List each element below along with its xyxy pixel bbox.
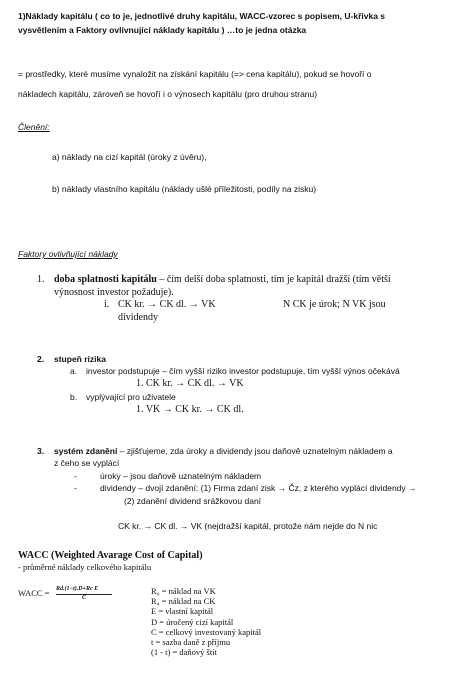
- definition-line1: = prostředky, které musíme vynaložit na získání kapitálu (=> cena kapitálu), pokud se hovoří o: [18, 69, 372, 79]
- factor2-b-order: 1. VK → CK kr. → CK dl.: [136, 404, 244, 415]
- factor2-a-label: a.: [70, 366, 78, 376]
- factor3-number: 3.: [37, 446, 45, 456]
- definition-line2: nákladech kapitálu, zároveň se hovoří i o výnosech kapitálu (pro druhou stranu): [18, 89, 318, 99]
- factor1-line1: [54, 274, 391, 285]
- legend-item: R₄ = náklad na CK: [151, 596, 216, 607]
- factor3-line2: z čeho se vyplácí: [54, 458, 120, 468]
- legend-item: (1 - t) = daňový štít: [151, 647, 217, 658]
- wacc-formula-lhs: WACC =: [18, 588, 50, 598]
- legend-item: C = celkový investovaný kapitál: [151, 626, 262, 637]
- cleneni-title: Členění:: [18, 122, 50, 132]
- factor3-dividends: dividendy – dvojí zdanění: (1) Firma zdaní zisk → Čz, z kterého vyplácí dividendy →: [100, 483, 417, 493]
- legend-item: t = sazba daně z příjmu: [151, 637, 231, 648]
- question-heading-line2: vysvětlením a Faktory ovlivnující náklady kapitálu ) …to je jedna otázka: [18, 25, 307, 35]
- factor1-number: 1.: [37, 274, 45, 285]
- factor3-title: systém zdanění: [54, 446, 118, 456]
- legend-item: E = vlastní kapitál: [151, 606, 214, 617]
- legend-item: R₀ = náklad na VK: [151, 586, 216, 596]
- wacc-denominator: C: [82, 595, 87, 601]
- factor3-line1: [54, 446, 393, 456]
- factor1-note: N CK je úrok; N VK jsou: [283, 299, 386, 310]
- factor3-dividends-line2: (2) zdanění dividend srážkovou daní: [124, 496, 262, 506]
- cleneni-item-b: b) náklady vlastního kapitálu (náklady ušlé příležitosti, podíly na zisku): [52, 184, 317, 194]
- wacc-title: WACC (Weighted Avarage Cost of Capital): [18, 550, 203, 561]
- wacc-numerator: Rd.(1−t).D+Rc E: [56, 586, 99, 592]
- factor1-order: CK kr. → CK dl. → VK: [118, 299, 216, 310]
- factor1-note-line2: dividendy: [118, 312, 158, 323]
- factor1-line2: výnosnost investor požaduje).: [54, 287, 174, 298]
- wacc-legend: [151, 586, 261, 657]
- factor2-b-label: b.: [70, 392, 78, 402]
- cleneni-item-a: a) náklady na cizí kapitál (úroky z úvěru),: [52, 152, 207, 162]
- factor2-title: stupeň rizika: [54, 354, 106, 364]
- question-heading-line1: 1)Náklady kapitálu ( co to je, jednotlivé druhy kapitálu, WACC-vzorec s popisem, U-křivka s: [18, 11, 386, 21]
- legend-item: D = úročený cizí kapitál: [151, 616, 234, 627]
- factor2-a-order: 1. CK kr. → CK dl. → VK: [136, 378, 244, 389]
- factor3-summary: CK kr. → CK dl. → VK (nejdražší kapitál, protože nám nejde do N nic: [118, 521, 378, 531]
- factor3-description: – zjišťujeme, zda úroky a dividendy jsou daňově uznatelným nákladem a: [117, 446, 393, 456]
- factor2-number: 2.: [37, 354, 45, 364]
- factor3-dash1: -: [74, 471, 77, 481]
- factor2-b-text: vyplývající pro uživatele: [86, 392, 176, 402]
- factor1-description: – čím delší doba splatnosti, tím je kapitál dražší (tím větší: [156, 274, 391, 285]
- faktory-title: Faktory ovlivňující náklady: [18, 249, 118, 259]
- factor2-a-text: investor podstupuje – čím vyšší riziko investor podstupuje, tím vyšší výnos očekává: [86, 366, 400, 376]
- factor1-title: doba splatnosti kapitálu: [54, 274, 157, 285]
- wacc-subtitle: - průměrné náklady celkového kapitálu: [18, 562, 152, 572]
- factor3-dash2: -: [74, 483, 77, 493]
- factor1-sub-number: i.: [104, 299, 110, 310]
- factor3-interest: úroky – jsou daňově uznatelným nákladem: [100, 471, 262, 481]
